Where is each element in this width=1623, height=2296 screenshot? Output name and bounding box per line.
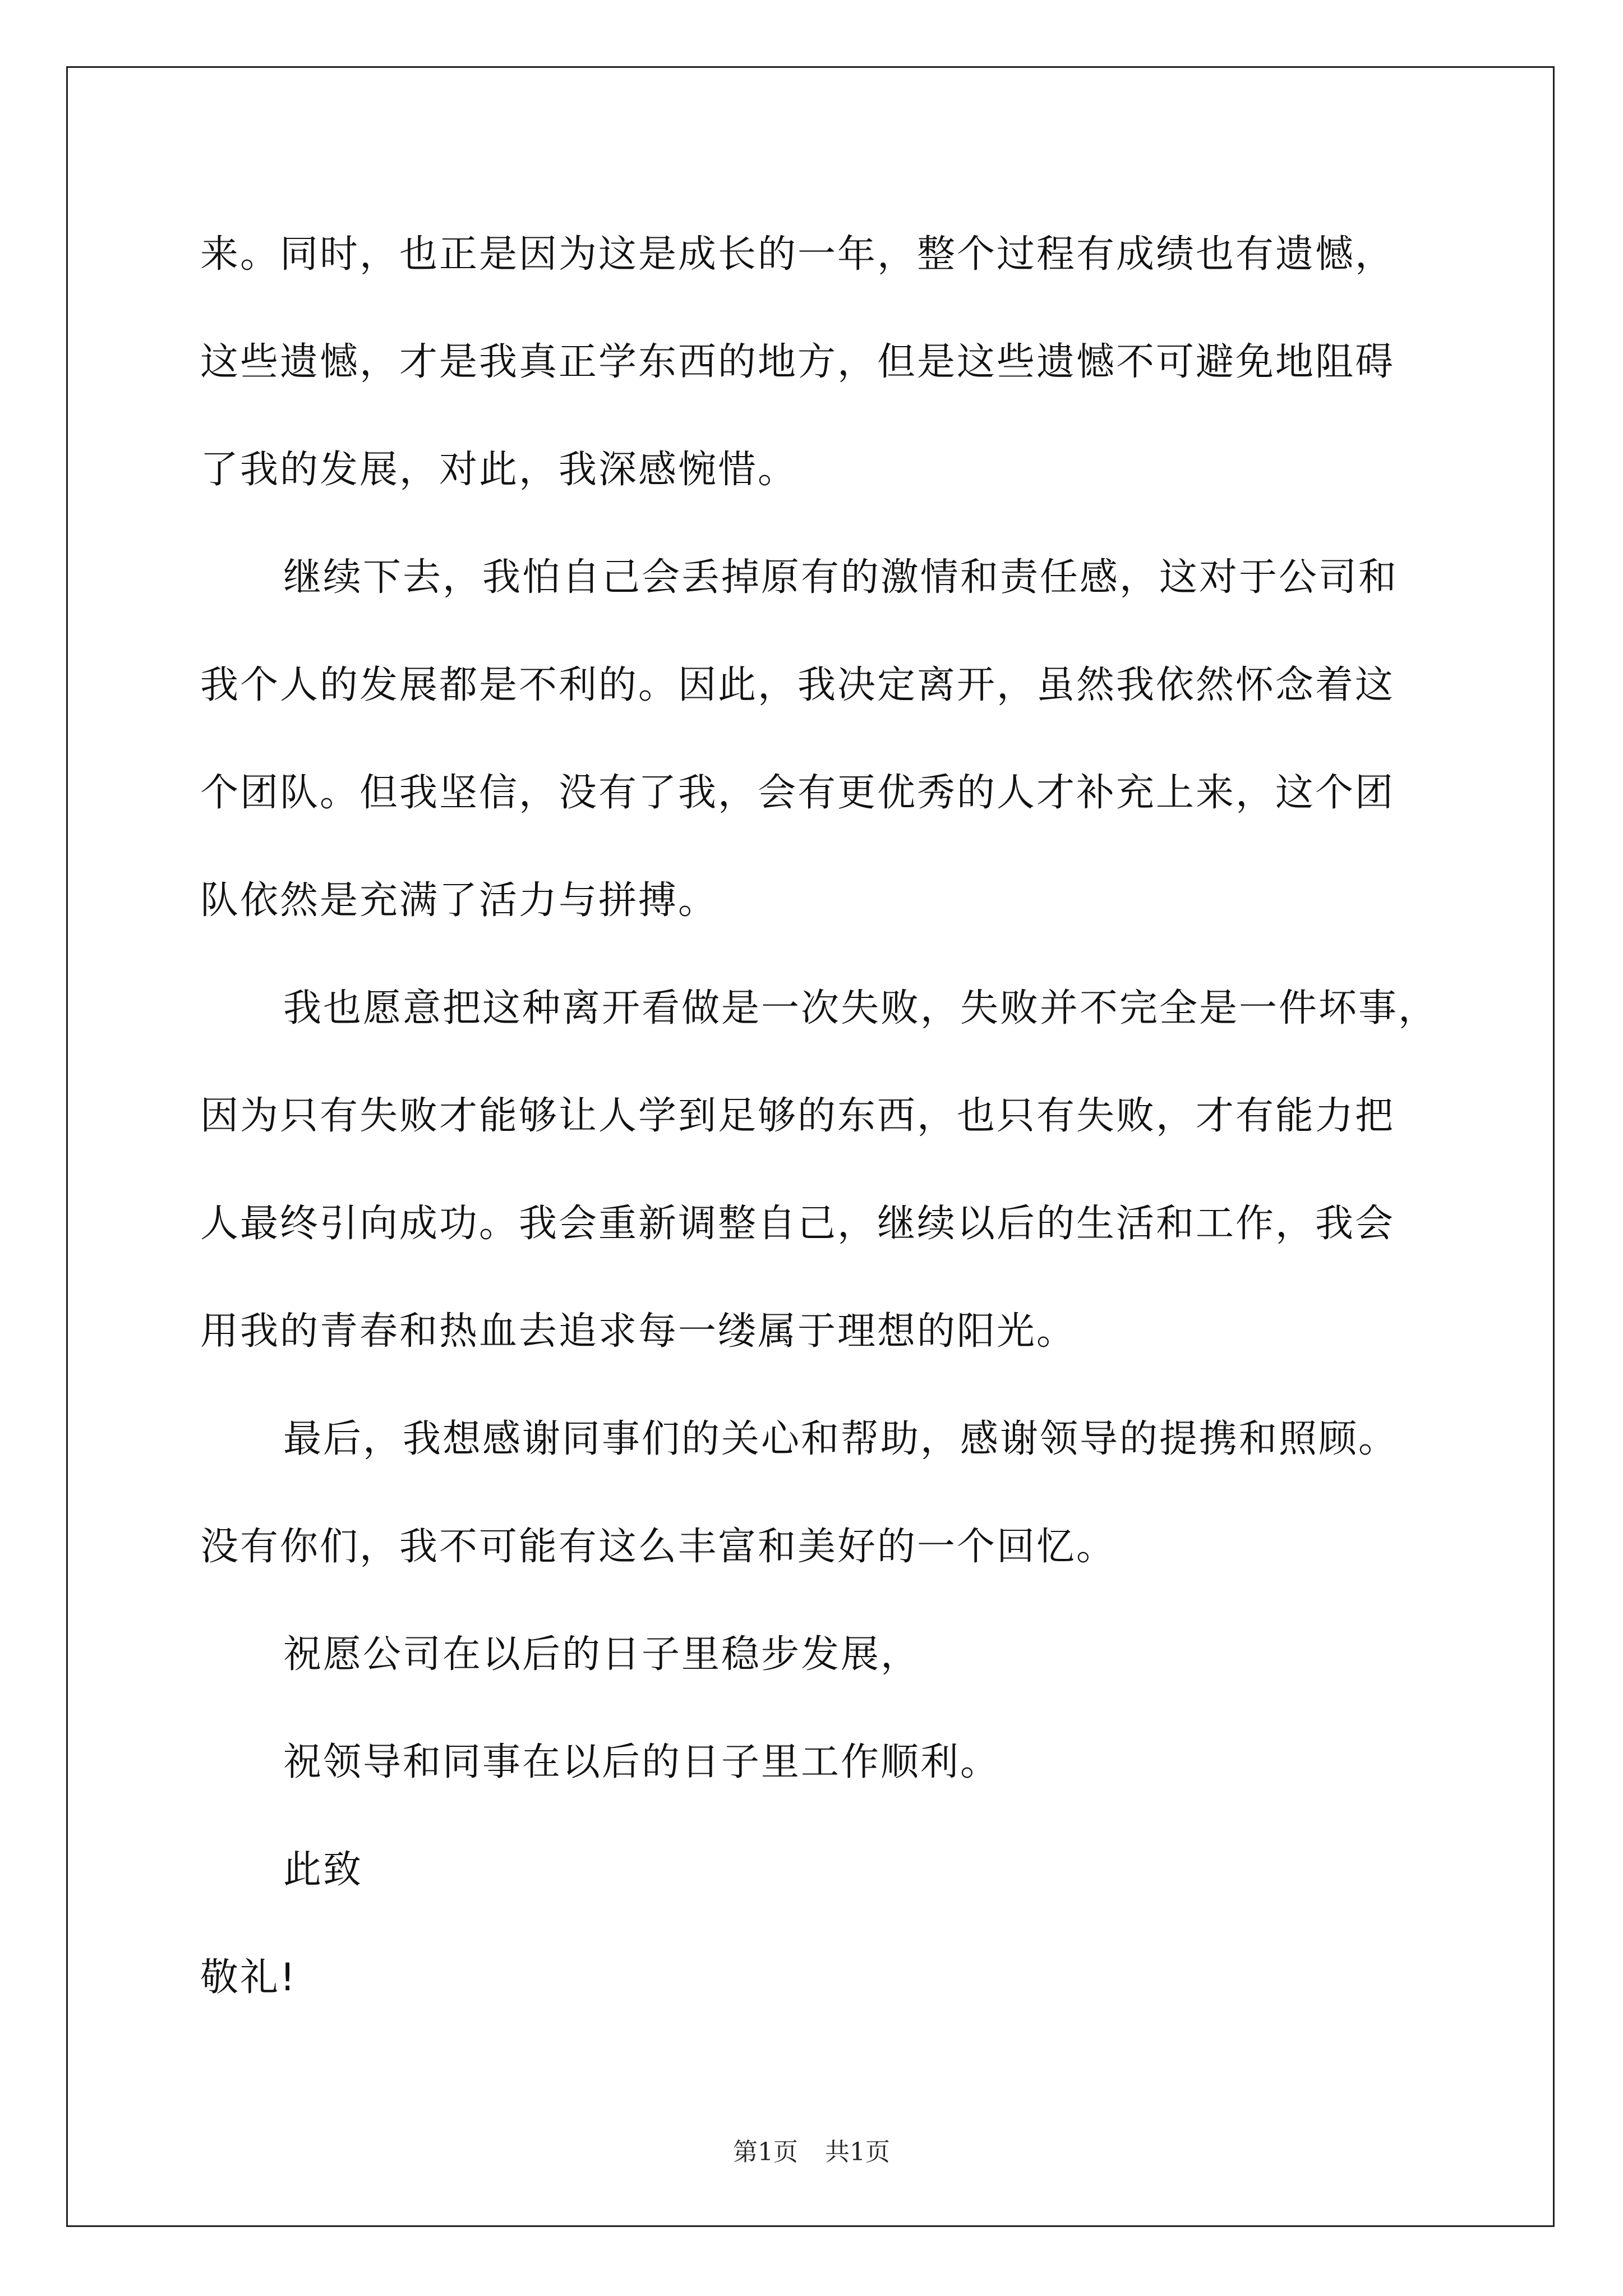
wish-line: 祝领导和同事在以后的日子里工作顺利。 bbox=[283, 1740, 1000, 1784]
text-line: 这些遗憾，才是我真正学东西的地方，但是这些遗憾不可避免地阻碍 bbox=[200, 340, 1395, 384]
text-line: 人最终引向成功。我会重新调整自己，继续以后的生活和工作，我会 bbox=[200, 1202, 1395, 1246]
salutation-line: 敬礼! bbox=[200, 1955, 297, 2000]
closing-line: 此致 bbox=[283, 1848, 363, 1892]
text-line: 因为只有失败才能够让人学到足够的东西，也只有失败，才有能力把 bbox=[200, 1094, 1395, 1138]
text-line: 来。同时，也正是因为这是成长的一年，整个过程有成绩也有遗憾， bbox=[200, 232, 1395, 277]
text-line: 了我的发展，对此，我深感惋惜。 bbox=[200, 448, 798, 492]
text-line: 队依然是充满了活力与拼搏。 bbox=[200, 878, 718, 923]
page-footer bbox=[0, 2132, 1623, 2168]
page-total: 共1页 bbox=[825, 2138, 890, 2166]
page-number: 第1页 bbox=[733, 2138, 798, 2166]
text-line: 我个人的发展都是不利的。因此，我决定离开，虽然我依然怀念着这 bbox=[200, 663, 1395, 707]
wish-line: 祝愿公司在以后的日子里稳步发展， bbox=[283, 1632, 921, 1677]
text-line: 用我的青春和热血去追求每一缕属于理想的阳光。 bbox=[200, 1309, 1077, 1354]
text-line: 没有你们，我不可能有这么丰富和美好的一个回忆。 bbox=[200, 1525, 1117, 1569]
paragraph-start-line: 继续下去，我怕自己会丢掉原有的激情和责任感，这对于公司和 bbox=[283, 555, 1399, 600]
text-line: 个团队。但我坚信，没有了我，会有更优秀的人才补充上来，这个团 bbox=[200, 771, 1395, 815]
paragraph-start-line: 我也愿意把这种离开看做是一次失败，失败并不完全是一件坏事， bbox=[283, 986, 1438, 1030]
letter-body bbox=[200, 201, 1445, 2032]
paragraph-start-line: 最后，我想感谢同事们的关心和帮助，感谢领导的提携和照顾。 bbox=[283, 1417, 1399, 1461]
